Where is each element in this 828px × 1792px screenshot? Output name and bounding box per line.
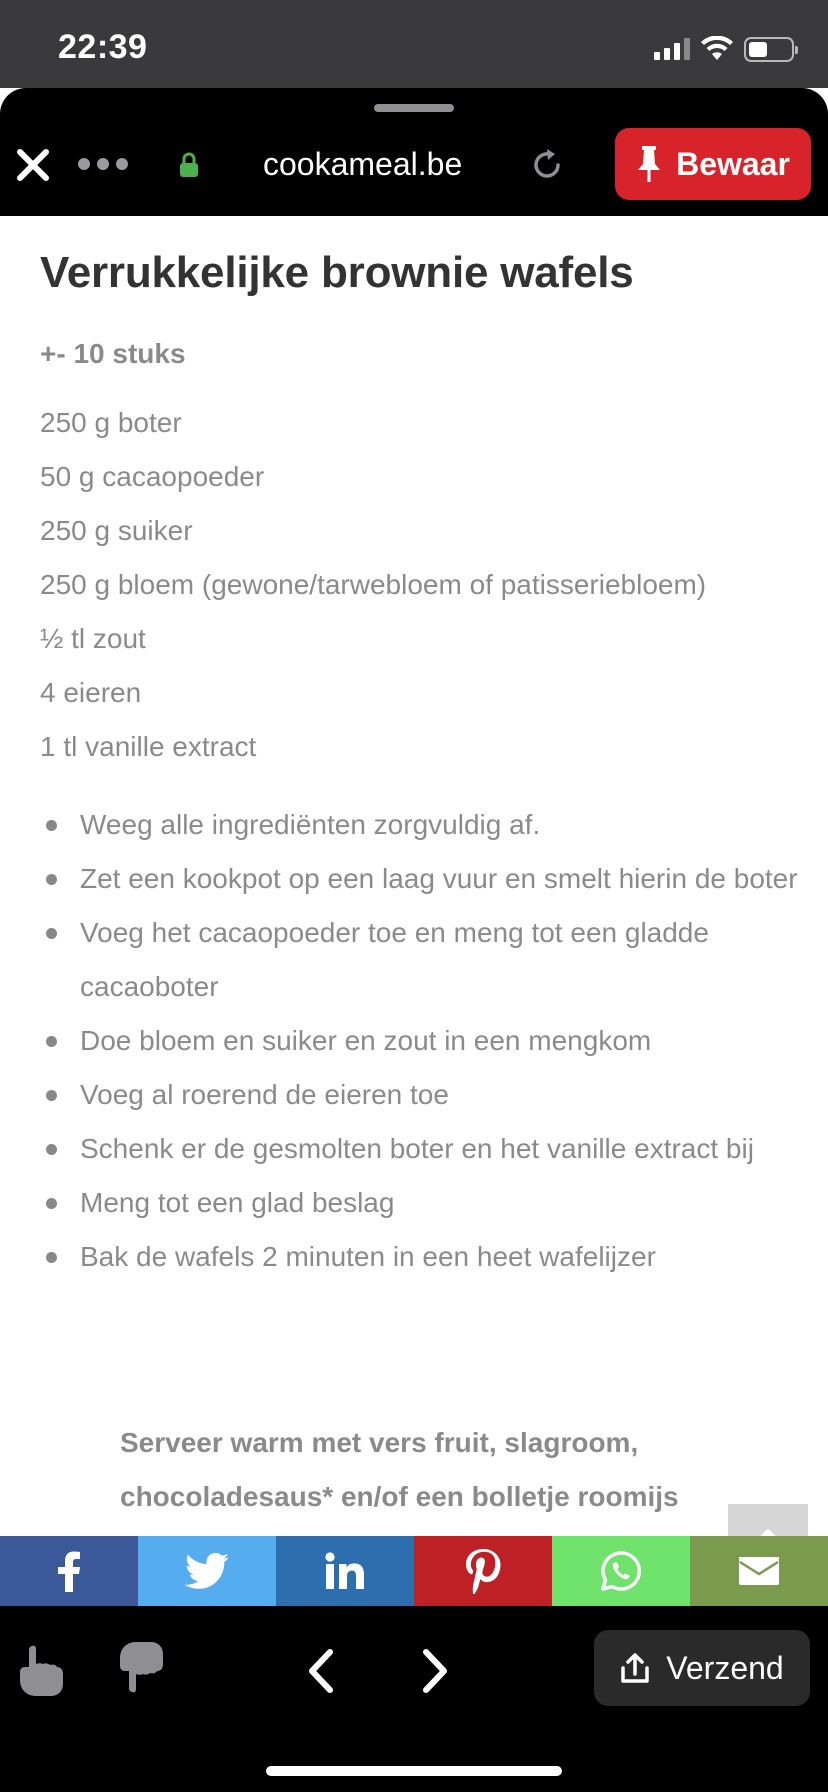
- bullet-icon: [46, 1252, 57, 1263]
- home-indicator[interactable]: [266, 1766, 562, 1776]
- reload-icon[interactable]: [528, 146, 566, 184]
- send-button[interactable]: [594, 1630, 810, 1706]
- thumbs-up-icon[interactable]: [18, 1644, 64, 1698]
- pin-icon: [636, 144, 662, 184]
- step-item: [40, 1014, 800, 1068]
- ingredient-item: ½ tl zout: [40, 623, 146, 654]
- ingredient-item: 4 eieren: [40, 677, 142, 708]
- url-text[interactable]: cookameal.be: [263, 146, 463, 182]
- close-button[interactable]: [10, 142, 56, 188]
- email-icon: [739, 1557, 779, 1585]
- close-icon: [15, 147, 51, 183]
- linkedin-icon: [325, 1552, 365, 1590]
- share-pinterest-button[interactable]: [414, 1536, 552, 1606]
- step-text: Zet een kookpot op een laag vuur en smelt hierin de boter: [80, 863, 798, 894]
- send-button-label: Verzend: [666, 1649, 784, 1686]
- save-button-label: Bewaar: [676, 145, 790, 182]
- ingredient-item: 1 tl vanille extract: [40, 731, 257, 762]
- step-list: [40, 798, 800, 1284]
- step-item: [40, 852, 800, 906]
- share-linkedin-button[interactable]: [276, 1536, 414, 1606]
- step-text: Meng tot een glad beslag: [80, 1187, 395, 1218]
- sheet-grabber[interactable]: [374, 104, 454, 112]
- bullet-icon: [46, 820, 57, 831]
- step-item: [40, 906, 800, 1014]
- wifi-icon: [700, 36, 734, 62]
- save-button[interactable]: [615, 128, 811, 200]
- ingredient-list: [40, 396, 706, 774]
- step-text: Doe bloem en suiker en zout in een mengkom: [80, 1025, 652, 1056]
- pinterest-icon: [464, 1548, 502, 1594]
- ingredient-item: 250 g bloem (gewone/tarwebloem of patisseriebloem): [40, 569, 707, 600]
- bullet-icon: [46, 928, 57, 939]
- step-item: [40, 1176, 800, 1230]
- recipe-title: Verrukkelijke brownie wafels: [40, 248, 634, 297]
- chevron-left-icon[interactable]: [306, 1648, 336, 1694]
- step-item: [40, 798, 800, 852]
- share-bar: [0, 1536, 828, 1606]
- bullet-icon: [46, 874, 57, 885]
- cellular-signal-icon: [654, 38, 690, 60]
- status-icons: [654, 34, 794, 64]
- recipe-servings: +- 10 stuks: [40, 338, 186, 369]
- ingredient-item: 250 g suiker: [40, 515, 193, 546]
- ingredient-item: 250 g boter: [40, 407, 182, 438]
- step-text: Bak de wafels 2 minuten in een heet wafelijzer: [80, 1241, 656, 1272]
- step-text: Weeg alle ingrediënten zorgvuldig af.: [80, 809, 541, 840]
- whatsapp-icon: [600, 1550, 642, 1592]
- bullet-icon: [46, 1036, 57, 1047]
- recipe-article: [0, 216, 828, 1536]
- bullet-icon: [46, 1144, 57, 1155]
- step-text: Schenk er de gesmolten boter en het vanille extract bij: [80, 1133, 754, 1164]
- ingredient-item: 50 g cacaopoeder: [40, 461, 265, 492]
- thumbs-down-icon[interactable]: [118, 1640, 164, 1694]
- chevron-up-icon: [728, 1504, 808, 1536]
- step-item: [40, 1230, 800, 1284]
- battery-icon: [744, 37, 794, 62]
- serving-note: Serveer warm met vers fruit, slagroom, chocoladesaus* en/of een bolletje roomijs: [120, 1427, 679, 1512]
- bullet-icon: [46, 1090, 57, 1101]
- facebook-icon: [57, 1550, 81, 1592]
- more-dots-icon: [78, 158, 90, 170]
- bottom-toolbar: [0, 1606, 828, 1792]
- step-item: [40, 1122, 800, 1176]
- share-facebook-button[interactable]: [0, 1536, 138, 1606]
- more-options-button[interactable]: [78, 158, 128, 170]
- step-item: [40, 1068, 800, 1122]
- step-text: Voeg het cacaopoeder toe en meng tot een gladde cacaoboter: [80, 917, 709, 1002]
- status-bar: [0, 0, 828, 88]
- twitter-icon: [185, 1553, 229, 1589]
- status-time: 22:39: [58, 28, 148, 66]
- share-twitter-button[interactable]: [138, 1536, 276, 1606]
- share-icon: [620, 1652, 650, 1684]
- lock-icon: [178, 152, 200, 178]
- scroll-to-top-button[interactable]: [728, 1504, 808, 1536]
- step-text: Voeg al roerend de eieren toe: [80, 1079, 449, 1110]
- chevron-right-icon[interactable]: [420, 1648, 450, 1694]
- bullet-icon: [46, 1198, 57, 1209]
- share-email-button[interactable]: [690, 1536, 828, 1606]
- share-whatsapp-button[interactable]: [552, 1536, 690, 1606]
- browser-header: [0, 88, 828, 216]
